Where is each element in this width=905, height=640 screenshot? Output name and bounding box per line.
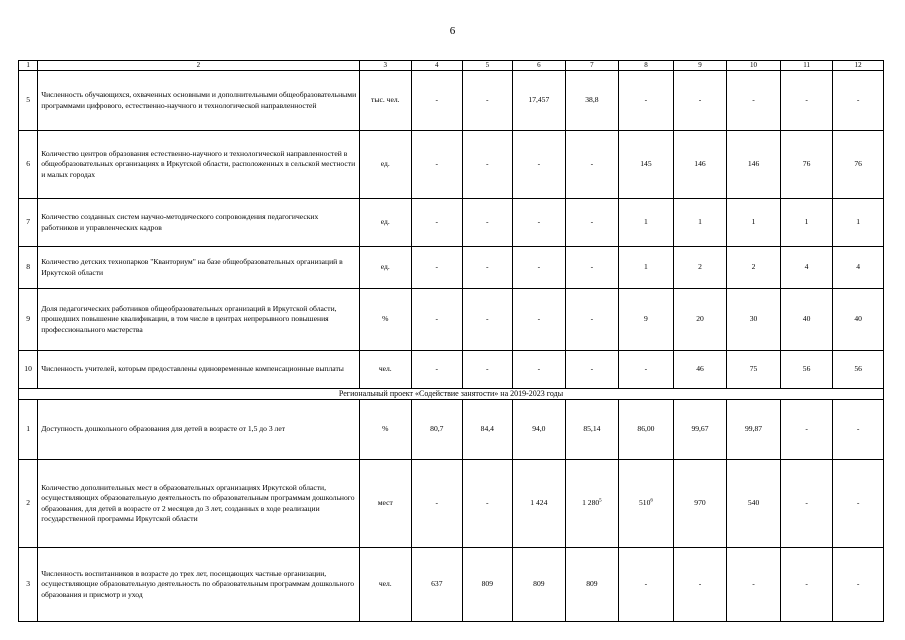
value-cell <box>673 351 727 389</box>
row-number: 3 <box>19 548 38 622</box>
value-text: - <box>805 498 808 508</box>
value-text: - <box>537 364 541 374</box>
value-cell <box>513 460 566 548</box>
indicator-name: Доступность дошкольного образования для детей в возрасте от 1,5 до 3 лет <box>38 400 359 460</box>
value-cell <box>412 131 463 199</box>
value-cell <box>673 131 727 199</box>
table-row <box>19 289 884 351</box>
value-text: 76 <box>802 159 811 169</box>
value-cell <box>727 199 781 247</box>
value-text: 40 <box>854 314 862 324</box>
value-text: - <box>856 95 860 105</box>
value-text: - <box>698 95 702 105</box>
value-cell <box>462 460 513 548</box>
value-text: - <box>752 579 755 589</box>
value-cell <box>833 400 884 460</box>
value-cell <box>727 71 781 131</box>
value-cell <box>565 351 619 389</box>
value-text: - <box>805 424 808 434</box>
value-text: - <box>590 262 594 272</box>
value-cell <box>513 289 566 351</box>
header-cell: 7 <box>565 61 619 71</box>
value-text: 56 <box>802 364 811 374</box>
table-row <box>19 131 884 199</box>
value-cell <box>673 247 727 289</box>
value-cell <box>780 131 833 199</box>
header-cell: 10 <box>727 61 781 71</box>
value-text: 4 <box>804 262 809 272</box>
row-number: 8 <box>19 247 38 289</box>
value-text: - <box>435 217 439 227</box>
value-cell <box>780 247 833 289</box>
value-text: 1 <box>856 217 861 227</box>
value-cell <box>727 460 781 548</box>
header-cell: 2 <box>38 61 359 71</box>
row-number: 6 <box>19 131 38 199</box>
unit-cell: ед. <box>359 247 412 289</box>
value-text: - <box>805 579 808 589</box>
value-text: - <box>856 579 860 589</box>
value-cell <box>565 71 619 131</box>
header-cell: 1 <box>19 61 38 71</box>
value-text: 1 <box>751 217 756 227</box>
value-cell <box>412 199 463 247</box>
value-text: - <box>644 95 648 105</box>
value-cell <box>619 351 674 389</box>
value-text: 38,8 <box>585 95 599 105</box>
value-cell <box>833 289 884 351</box>
value-cell <box>727 131 781 199</box>
header-cell: 9 <box>673 61 727 71</box>
value-text: - <box>435 498 439 508</box>
value-text: 2 <box>698 262 702 272</box>
unit-cell: ед. <box>359 131 412 199</box>
value-cell <box>673 400 727 460</box>
indicator-name: Численность учителей, которым предоставлены единовременные компенсационные выплаты <box>38 351 359 389</box>
value-text: - <box>486 498 489 508</box>
table-row <box>19 247 884 289</box>
value-cell <box>619 247 674 289</box>
value-cell <box>565 199 619 247</box>
footnote-mark: 6 <box>650 498 653 504</box>
value-text: 56 <box>854 364 862 374</box>
value-cell <box>619 400 674 460</box>
row-number: 5 <box>19 71 38 131</box>
value-cell <box>780 351 833 389</box>
header-cell: 11 <box>780 61 833 71</box>
value-cell <box>780 289 833 351</box>
row-number: 2 <box>19 460 38 548</box>
table-row <box>19 460 884 548</box>
value-text: - <box>486 159 489 169</box>
value-cell <box>565 400 619 460</box>
value-cell <box>513 400 566 460</box>
value-cell <box>412 351 463 389</box>
value-text: - <box>435 159 439 169</box>
value-cell <box>780 71 833 131</box>
value-cell <box>513 131 566 199</box>
value-cell <box>619 131 674 199</box>
value-cell <box>513 247 566 289</box>
value-text: 30 <box>749 314 758 324</box>
value-text: 99,87 <box>744 424 763 434</box>
unit-cell: % <box>359 289 412 351</box>
value-text: 970 <box>694 498 706 508</box>
value-cell <box>462 289 513 351</box>
value-text: - <box>805 95 808 105</box>
table-row <box>19 71 884 131</box>
value-text: - <box>435 95 439 105</box>
value-cell <box>833 548 884 622</box>
value-text: 76 <box>854 159 862 169</box>
value-text: 1 <box>698 217 702 227</box>
value-text: 146 <box>747 159 760 169</box>
header-cell: 3 <box>359 61 412 71</box>
value-cell <box>780 400 833 460</box>
value-text: 146 <box>694 159 706 169</box>
section-row <box>19 389 884 400</box>
value-text: 145 <box>640 159 652 169</box>
row-number: 10 <box>19 351 38 389</box>
value-text: 637 <box>431 579 443 589</box>
value-cell <box>619 460 674 548</box>
value-cell <box>513 548 566 622</box>
value-text: 809 <box>481 579 494 589</box>
indicator-name: Количество дополнительных мест в образовательных организациях Иркутской области, осуществляющих образовательную деятельность по образовательным программам дошкольного образования, для детей в возрасте от 2 месяцев до 3 лет, созданных в ходе реализации государственной программы Иркутской области <box>38 460 359 548</box>
value-text: - <box>644 364 648 374</box>
value-text: - <box>537 217 541 227</box>
header-cell: 6 <box>513 61 566 71</box>
value-cell <box>673 289 727 351</box>
value-text: - <box>435 314 439 324</box>
value-text: 86,00 <box>637 424 655 434</box>
value-text: 84,4 <box>480 424 494 434</box>
header-cell: 8 <box>619 61 674 71</box>
indicator-name: Количество центров образования естественно-научного и технологической направленностей в общеобразовательных организациях в Иркутской области, расположенных в сельской местности и малых городах <box>38 131 359 199</box>
value-cell <box>412 400 463 460</box>
value-cell <box>565 548 619 622</box>
value-cell <box>833 247 884 289</box>
value-cell <box>462 247 513 289</box>
value-text: - <box>590 314 594 324</box>
value-cell <box>833 71 884 131</box>
value-cell <box>412 289 463 351</box>
indicator-name: Количество созданных систем научно-методического сопровождения педагогических работников и управленческих кадров <box>38 199 359 247</box>
value-cell <box>673 71 727 131</box>
value-text: 17,457 <box>528 95 550 105</box>
value-cell <box>462 351 513 389</box>
value-cell <box>565 247 619 289</box>
footnote-mark: 5 <box>599 498 602 504</box>
value-cell <box>565 460 619 548</box>
value-cell <box>727 548 781 622</box>
value-text: - <box>590 364 594 374</box>
value-text: 1 424 <box>530 498 548 508</box>
unit-cell: чел. <box>359 351 412 389</box>
value-cell <box>833 131 884 199</box>
value-cell <box>619 289 674 351</box>
value-cell <box>565 131 619 199</box>
value-text: 75 <box>749 364 758 374</box>
unit-cell: тыс. чел. <box>359 71 412 131</box>
value-text: - <box>590 217 594 227</box>
unit-cell: мест <box>359 460 412 548</box>
value-text: 85,14 <box>583 424 601 434</box>
row-number: 7 <box>19 199 38 247</box>
indicators-table <box>18 60 884 622</box>
value-text: - <box>486 262 489 272</box>
value-cell <box>513 351 566 389</box>
value-cell <box>462 71 513 131</box>
indicator-name: Доля педагогических работников общеобразовательных организаций в Иркутской области, прошедших повышение квалификации, в том числе в центрах непрерывного повышения профессионального мастерства <box>38 289 359 351</box>
value-text: 9 <box>644 314 648 324</box>
value-cell <box>780 548 833 622</box>
value-cell <box>412 548 463 622</box>
unit-cell: % <box>359 400 412 460</box>
value-cell <box>462 400 513 460</box>
value-text: 1 <box>644 262 648 272</box>
value-text: - <box>856 498 860 508</box>
value-text: 510 <box>638 498 651 508</box>
value-text: 94,0 <box>532 424 546 434</box>
header-cell: 5 <box>462 61 513 71</box>
value-text: 1 <box>804 217 809 227</box>
value-text: 46 <box>696 364 704 374</box>
header-cell: 12 <box>833 61 884 71</box>
table-row <box>19 548 884 622</box>
value-text: - <box>486 95 489 105</box>
value-text: - <box>752 95 755 105</box>
table-row <box>19 400 884 460</box>
value-text: - <box>537 159 541 169</box>
row-number: 9 <box>19 289 38 351</box>
value-cell <box>412 460 463 548</box>
value-cell <box>513 199 566 247</box>
value-cell <box>462 131 513 199</box>
value-text: - <box>537 262 541 272</box>
value-text: - <box>486 364 489 374</box>
value-cell <box>833 460 884 548</box>
value-text: 99,67 <box>691 424 709 434</box>
value-cell <box>412 247 463 289</box>
value-cell <box>462 199 513 247</box>
value-text: 809 <box>533 579 545 589</box>
value-cell <box>619 548 674 622</box>
value-cell <box>673 548 727 622</box>
indicator-name: Количество детских технопарков "Кванториум" на базе общеобразовательных организаций в Иркутской области <box>38 247 359 289</box>
value-text: - <box>486 314 489 324</box>
value-text: - <box>698 579 702 589</box>
unit-cell: чел. <box>359 548 412 622</box>
value-cell <box>780 460 833 548</box>
value-cell <box>565 289 619 351</box>
table-row <box>19 351 884 389</box>
value-text: - <box>486 217 489 227</box>
value-cell <box>619 71 674 131</box>
value-cell <box>780 199 833 247</box>
table-row <box>19 199 884 247</box>
value-cell <box>727 351 781 389</box>
value-text: - <box>537 314 541 324</box>
value-cell <box>727 400 781 460</box>
value-text: - <box>590 159 594 169</box>
value-cell <box>833 351 884 389</box>
value-cell <box>673 199 727 247</box>
value-text: - <box>435 364 439 374</box>
value-cell <box>513 71 566 131</box>
value-text: 4 <box>856 262 861 272</box>
value-text: 540 <box>747 498 760 508</box>
value-cell <box>833 199 884 247</box>
value-text: 1 <box>644 217 648 227</box>
value-text: 2 <box>751 262 756 272</box>
value-cell <box>412 71 463 131</box>
value-cell <box>462 548 513 622</box>
value-cell <box>619 199 674 247</box>
header-row <box>19 61 884 71</box>
indicator-name: Численность воспитанников в возрасте до трех лет, посещающих частные организации, осуществляющие образовательную деятельность по образовательным программам дошкольного образования и присмотр и уход <box>38 548 359 622</box>
header-cell: 4 <box>412 61 463 71</box>
section-title: Региональный проект «Содействие занятости» на 2019-2023 годы <box>19 389 884 400</box>
value-text: 40 <box>802 314 811 324</box>
value-cell <box>727 289 781 351</box>
indicator-name: Численность обучающихся, охваченных основными и дополнительными общеобразовательными программами цифрового, естественно-научного и технологической направленностей <box>38 71 359 131</box>
value-text: - <box>644 579 648 589</box>
unit-cell: ед. <box>359 199 412 247</box>
value-cell <box>727 247 781 289</box>
row-number: 1 <box>19 400 38 460</box>
value-text: 80,7 <box>430 424 444 434</box>
value-text: 20 <box>696 314 704 324</box>
value-text: 1 280 <box>582 498 600 508</box>
value-cell <box>673 460 727 548</box>
value-text: - <box>856 424 860 434</box>
page-number: 6 <box>449 25 456 37</box>
value-text: 809 <box>586 579 598 589</box>
value-text: - <box>435 262 439 272</box>
